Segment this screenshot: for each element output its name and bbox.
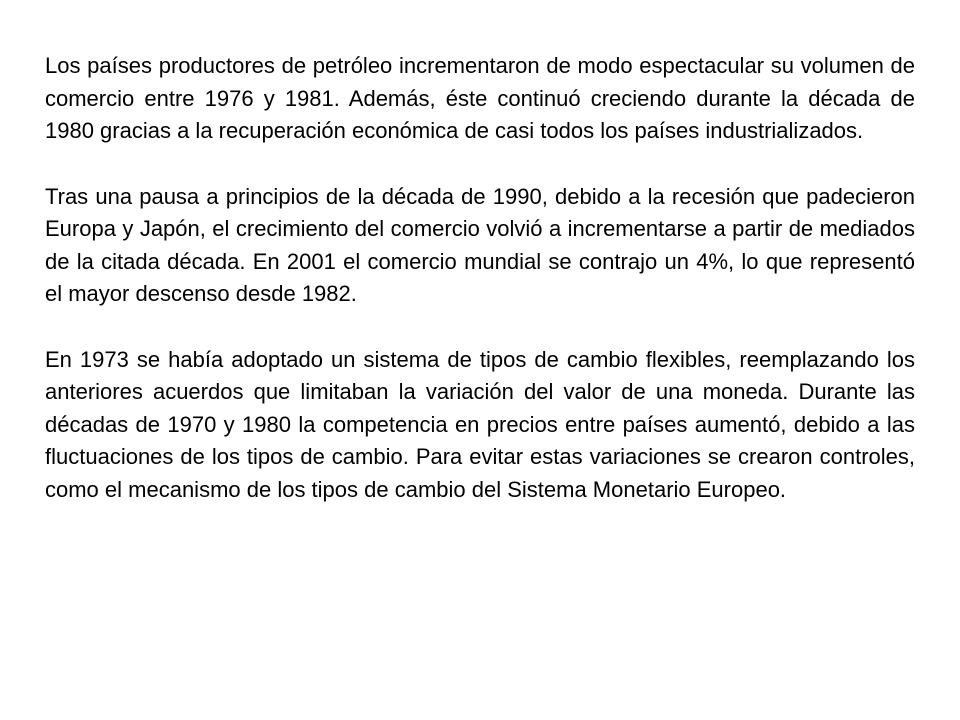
paragraph-exchange-rates: En 1973 se había adoptado un sistema de tipos de cambio flexibles, reemplazando los anteriores acuerdos que limitaban la variación del valor de una moneda. Durante las décadas de 1970 y 1980 la competencia en precios entre países aumentó, debido a las fluctuaciones de los tipos de cambio. Para evitar estas variaciones se crearon controles, como el mecanismo de los tipos de cambio del Sistema Monetario Europeo. <box>45 346 915 502</box>
paragraph-oil-trade: Los países productores de petróleo incrementaron de modo espectacular su volumen de comercio entre 1976 y 1981. Además, éste continuó creciendo durante la década de 1980 gracias a la recuperación económica de casi todos los países industrializados. <box>45 53 915 143</box>
paragraph-1990s-recession: Tras una pausa a principios de la década de 1990, debido a la recesión que padecieron Europa y Japón, el crecimiento del comercio volvió a incrementarse a partir de mediados de la citada década. En 2001 el comercio mundial se contrajo un 4%, lo que representó el mayor descenso desde 1982. <box>45 183 915 306</box>
slide-text-body <box>45 50 915 506</box>
